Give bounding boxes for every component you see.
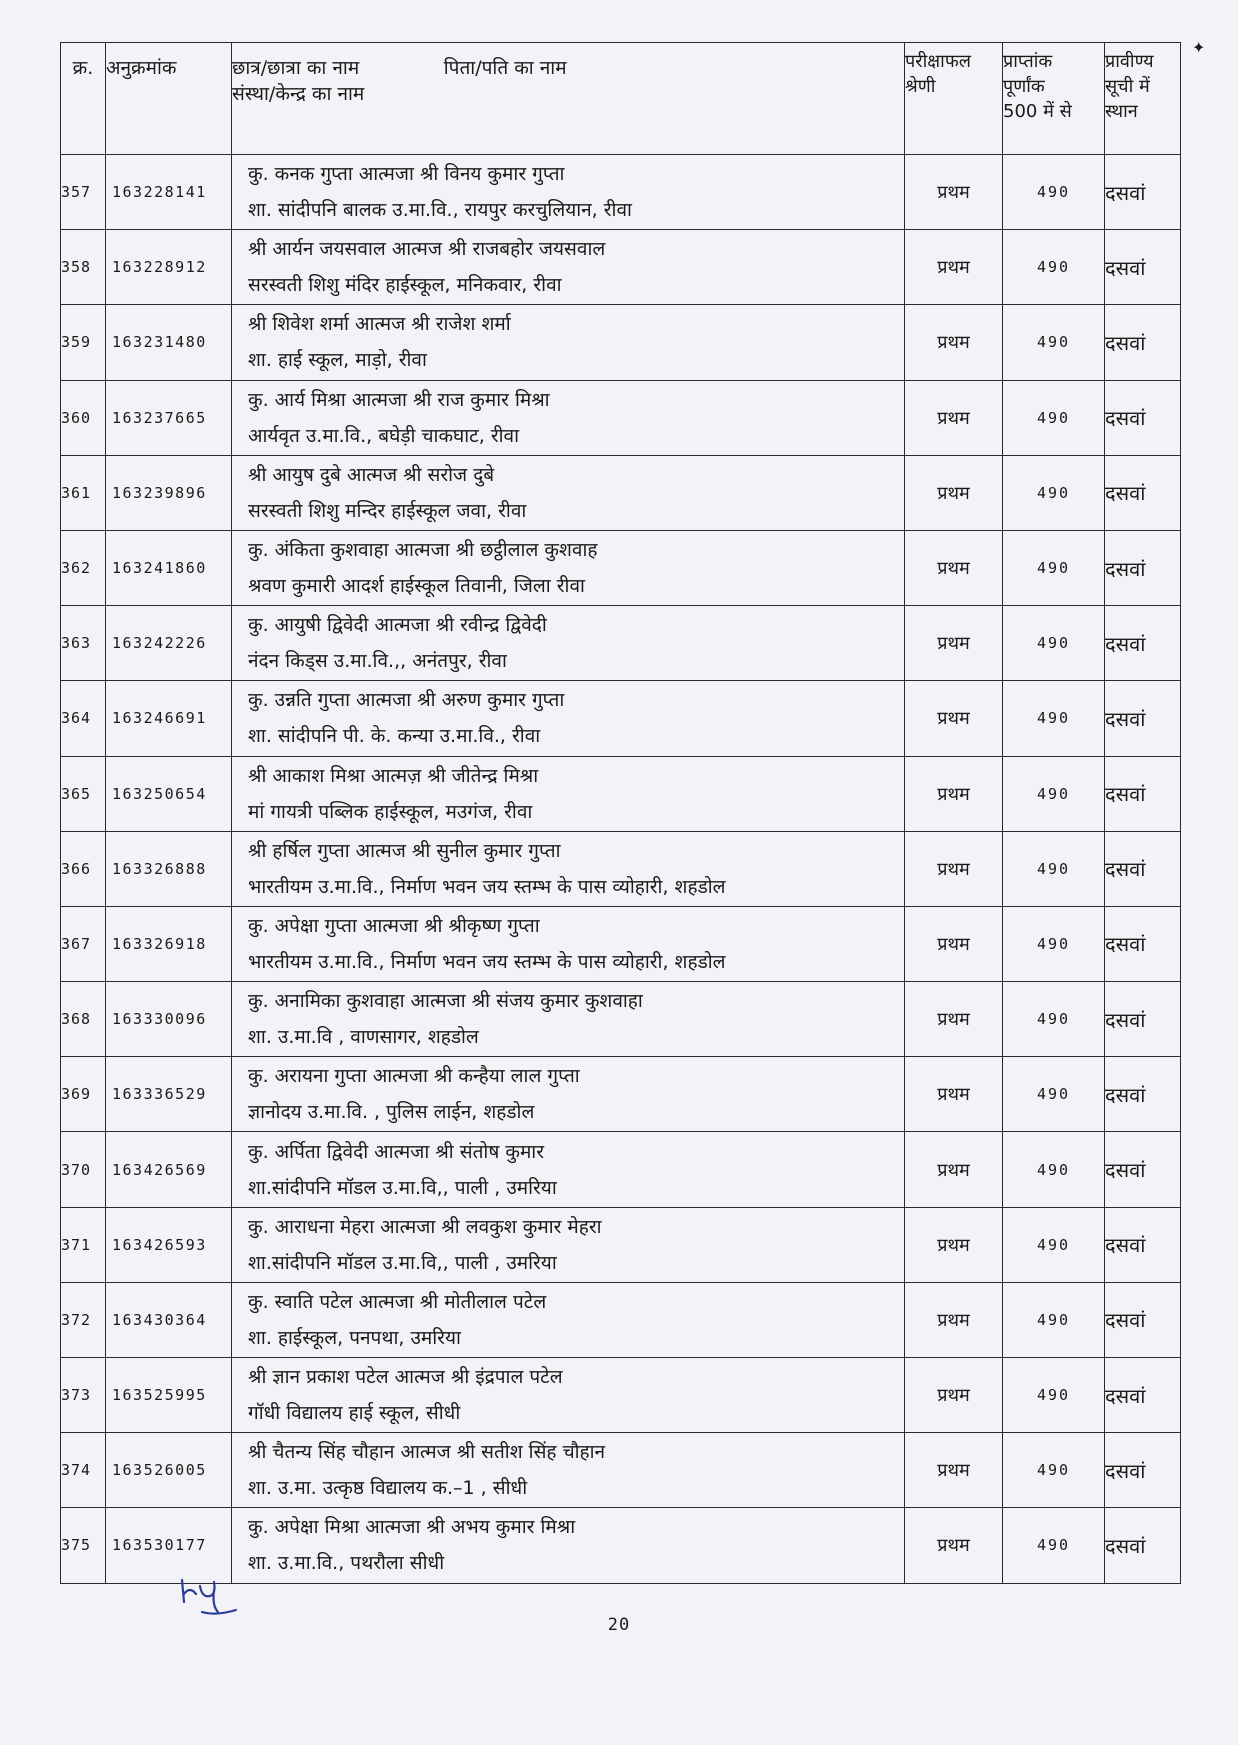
school-name: भारतीयम उ.मा.वि., निर्माण भवन जय स्तम्भ के पास व्योहारी, शहडोल	[248, 950, 726, 973]
row-rank: दसवां	[1105, 1132, 1181, 1207]
school-name: मां गायत्री पब्लिक हाईस्कूल, मउगंज, रीवा	[248, 800, 533, 823]
row-division: प्रथम	[905, 1207, 1003, 1282]
table-row	[61, 681, 1181, 756]
school-name: गॉधी विद्यालय हाई स्कूल, सीधी	[248, 1402, 461, 1425]
school-name: नंदन किड्स उ.मा.वि.,, अनंतपुर, रीवा	[248, 650, 507, 673]
row-roll-number: 163426593	[106, 1207, 232, 1282]
row-sno: 360	[61, 380, 106, 455]
table-row	[61, 230, 1181, 305]
row-sno: 363	[61, 606, 106, 681]
table-header	[61, 43, 1181, 155]
table-row	[61, 756, 1181, 831]
row-rank: दसवां	[1105, 380, 1181, 455]
school-name: भारतीयम उ.मा.वि., निर्माण भवन जय स्तम्भ के पास व्योहारी, शहडोल	[248, 875, 726, 898]
row-division: प्रथम	[905, 982, 1003, 1057]
row-name	[232, 1132, 905, 1207]
row-marks: 490	[1003, 982, 1105, 1057]
student-name: श्री हर्षिल गुप्ता आत्मज श्री सुनील कुमार गुप्ता	[248, 839, 561, 862]
row-division: प्रथम	[905, 455, 1003, 530]
table-row	[61, 906, 1181, 981]
row-rank: दसवां	[1105, 1057, 1181, 1132]
row-name	[232, 1508, 905, 1583]
row-division: प्रथम	[905, 1282, 1003, 1357]
school-name: शा. उ.मा. उत्कृष्ठ विद्यालय क.–1 , सीधी	[248, 1477, 528, 1500]
row-roll-number: 163242226	[106, 606, 232, 681]
row-rank: दसवां	[1105, 1433, 1181, 1508]
row-marks: 490	[1003, 1282, 1105, 1357]
row-division: प्रथम	[905, 530, 1003, 605]
table-row	[61, 155, 1181, 230]
row-name	[232, 380, 905, 455]
row-sno: 375	[61, 1508, 106, 1583]
student-name: श्री शिवेश शर्मा आत्मज श्री राजेश शर्मा	[248, 313, 511, 336]
table-row	[61, 1433, 1181, 1508]
row-marks: 490	[1003, 756, 1105, 831]
row-rank: दसवां	[1105, 155, 1181, 230]
row-rank: दसवां	[1105, 1508, 1181, 1583]
row-sno: 367	[61, 906, 106, 981]
school-name: श्रवण कुमारी आदर्श हाईस्कूल तिवानी, जिला रीवा	[248, 575, 585, 598]
row-roll-number: 163330096	[106, 982, 232, 1057]
student-name: कु. अपेक्षा गुप्ता आत्मजा श्री श्रीकृष्ण गुप्ता	[248, 914, 540, 937]
student-name: कु. आर्य मिश्रा आत्मजा श्री राज कुमार मिश्रा	[248, 388, 550, 411]
row-rank: दसवां	[1105, 831, 1181, 906]
school-name: शा. हाईस्कूल, पनपथा, उमरिया	[248, 1326, 461, 1349]
student-name: कु. आयुषी द्विवेदी आत्मजा श्री रवीन्द्र द्विवेदी	[248, 614, 547, 637]
row-marks: 490	[1003, 230, 1105, 305]
student-name: श्री ज्ञान प्रकाश पटेल आत्मज श्री इंद्रपाल पटेल	[248, 1366, 563, 1389]
school-name: शा. सांदीपनि बालक उ.मा.वि., रायपुर करचुलियान, रीवा	[248, 199, 632, 222]
school-name: शा. उ.मा.वि., पथरौला सीधी	[248, 1552, 445, 1575]
header-marks: प्राप्तांक पूर्णांक 500 में से	[1003, 43, 1105, 155]
student-name: कु. कनक गुप्ता आत्मजा श्री विनय कुमार गुप्ता	[248, 163, 565, 186]
row-name	[232, 305, 905, 380]
school-name: शा. हाई स्कूल, माड़ो, रीवा	[248, 349, 427, 372]
school-name: सरस्वती शिशु मन्दिर हाईस्कूल जवा, रीवा	[248, 499, 527, 522]
row-roll-number: 163336529	[106, 1057, 232, 1132]
table-row	[61, 982, 1181, 1057]
row-division: प्रथम	[905, 831, 1003, 906]
school-name: ज्ञानोदय उ.मा.वि. , पुलिस लाईन, शहडोल	[248, 1101, 535, 1124]
header-student-name: छात्र/छात्रा का नाम	[232, 57, 360, 79]
row-roll-number: 163326918	[106, 906, 232, 981]
row-name	[232, 530, 905, 605]
student-name: कु. अनामिका कुशवाहा आत्मजा श्री संजय कुमार कुशवाहा	[248, 990, 643, 1013]
table-row	[61, 1132, 1181, 1207]
row-rank: दसवां	[1105, 1207, 1181, 1282]
row-roll-number: 163526005	[106, 1433, 232, 1508]
row-sno: 361	[61, 455, 106, 530]
row-roll-number: 163525995	[106, 1358, 232, 1433]
row-name	[232, 1358, 905, 1433]
row-rank: दसवां	[1105, 1282, 1181, 1357]
row-rank: दसवां	[1105, 982, 1181, 1057]
school-name: शा. सांदीपनि पी. के. कन्या उ.मा.वि., रीवा	[248, 725, 541, 748]
row-rank: दसवां	[1105, 305, 1181, 380]
row-marks: 490	[1003, 305, 1105, 380]
row-roll-number: 163250654	[106, 756, 232, 831]
school-name: आर्यवृत उ.मा.वि., बघेड़ी चाकघाट, रीवा	[248, 424, 520, 447]
row-division: प्रथम	[905, 1358, 1003, 1433]
row-marks: 490	[1003, 906, 1105, 981]
merit-list-table	[60, 42, 1181, 1584]
student-name: कु. अंकिता कुशवाहा आत्मजा श्री छट्ठीलाल कुशवाह	[248, 539, 598, 562]
row-marks: 490	[1003, 831, 1105, 906]
row-division: प्रथम	[905, 1057, 1003, 1132]
row-rank: दसवां	[1105, 1358, 1181, 1433]
row-marks: 490	[1003, 1358, 1105, 1433]
table-body	[61, 155, 1181, 1584]
student-name: कु. स्वाति पटेल आत्मजा श्री मोतीलाल पटेल	[248, 1290, 547, 1313]
row-division: प्रथम	[905, 681, 1003, 756]
row-marks: 490	[1003, 1433, 1105, 1508]
row-marks: 490	[1003, 1207, 1105, 1282]
header-father-name: पिता/पति का नाम	[443, 57, 567, 79]
row-marks: 490	[1003, 1057, 1105, 1132]
school-name: शा.सांदीपनि मॉडल उ.मा.वि,, पाली , उमरिया	[248, 1251, 557, 1274]
header-name	[232, 43, 905, 155]
header-institution: संस्था/केन्द्र का नाम	[232, 83, 365, 105]
header-sno: क्र.	[61, 43, 106, 155]
student-name: कु. अर्पिता द्विवेदी आत्मजा श्री संतोष कुमार	[248, 1140, 545, 1163]
row-sno: 369	[61, 1057, 106, 1132]
row-marks: 490	[1003, 1132, 1105, 1207]
school-name: शा.सांदीपनि मॉडल उ.मा.वि,, पाली , उमरिया	[248, 1176, 557, 1199]
row-rank: दसवां	[1105, 530, 1181, 605]
table-row	[61, 831, 1181, 906]
row-name	[232, 1057, 905, 1132]
row-name	[232, 155, 905, 230]
row-roll-number: 163231480	[106, 305, 232, 380]
school-name: सरस्वती शिशु मंदिर हाईस्कूल, मनिकवार, रीवा	[248, 274, 562, 297]
row-sno: 371	[61, 1207, 106, 1282]
row-name	[232, 756, 905, 831]
row-roll-number: 163241860	[106, 530, 232, 605]
row-division: प्रथम	[905, 906, 1003, 981]
row-marks: 490	[1003, 155, 1105, 230]
row-marks: 490	[1003, 380, 1105, 455]
row-roll-number: 163228141	[106, 155, 232, 230]
student-name: कु. अरायना गुप्ता आत्मजा श्री कन्हैया लाल गुप्ता	[248, 1065, 580, 1088]
row-division: प्रथम	[905, 1433, 1003, 1508]
student-name: श्री आकाश मिश्रा आत्मज़ श्री जीतेन्द्र मिश्रा	[248, 764, 539, 787]
header-roll: अनुक्रमांक	[106, 43, 232, 155]
row-rank: दसवां	[1105, 455, 1181, 530]
row-rank: दसवां	[1105, 230, 1181, 305]
row-roll-number: 163228912	[106, 230, 232, 305]
school-name: शा. उ.मा.वि , वाणसागर, शहडोल	[248, 1026, 479, 1049]
student-name: कु. अपेक्षा मिश्रा आत्मजा श्री अभय कुमार मिश्रा	[248, 1516, 576, 1539]
row-roll-number: 163326888	[106, 831, 232, 906]
row-name	[232, 1207, 905, 1282]
table-row	[61, 1057, 1181, 1132]
table-row	[61, 1207, 1181, 1282]
row-sno: 358	[61, 230, 106, 305]
student-name: कु. उन्नति गुप्ता आत्मजा श्री अरुण कुमार गुप्ता	[248, 689, 565, 712]
row-sno: 362	[61, 530, 106, 605]
row-sno: 370	[61, 1132, 106, 1207]
page-number: 20	[607, 1615, 631, 1635]
row-name	[232, 455, 905, 530]
row-roll-number: 163426569	[106, 1132, 232, 1207]
table-row	[61, 455, 1181, 530]
table-row	[61, 1358, 1181, 1433]
student-name: कु. आराधना मेहरा आत्मजा श्री लवकुश कुमार मेहरा	[248, 1215, 602, 1238]
row-division: प्रथम	[905, 380, 1003, 455]
row-division: प्रथम	[905, 230, 1003, 305]
row-division: प्रथम	[905, 606, 1003, 681]
student-name: श्री आर्यन जयसवाल आत्मज श्री राजबहोर जयसवाल	[248, 238, 606, 261]
row-sno: 364	[61, 681, 106, 756]
row-name	[232, 831, 905, 906]
row-roll-number: 163239896	[106, 455, 232, 530]
row-sno: 365	[61, 756, 106, 831]
table-row	[61, 606, 1181, 681]
table-row	[61, 380, 1181, 455]
row-name	[232, 1282, 905, 1357]
row-sno: 372	[61, 1282, 106, 1357]
row-roll-number: 163530177	[106, 1508, 232, 1583]
row-name	[232, 1433, 905, 1508]
row-sno: 368	[61, 982, 106, 1057]
row-name	[232, 230, 905, 305]
header-division: परीक्षाफल श्रेणी	[905, 43, 1003, 155]
table-row	[61, 305, 1181, 380]
row-sno: 373	[61, 1358, 106, 1433]
row-division: प्रथम	[905, 1508, 1003, 1583]
row-name	[232, 906, 905, 981]
table-row	[61, 1282, 1181, 1357]
row-roll-number: 163430364	[106, 1282, 232, 1357]
row-rank: दसवां	[1105, 606, 1181, 681]
row-marks: 490	[1003, 530, 1105, 605]
row-marks: 490	[1003, 455, 1105, 530]
row-division: प्रथम	[905, 155, 1003, 230]
row-sno: 374	[61, 1433, 106, 1508]
row-division: प्रथम	[905, 305, 1003, 380]
row-name	[232, 982, 905, 1057]
row-name	[232, 681, 905, 756]
row-sno: 357	[61, 155, 106, 230]
row-rank: दसवां	[1105, 681, 1181, 756]
row-rank: दसवां	[1105, 906, 1181, 981]
row-division: प्रथम	[905, 756, 1003, 831]
row-marks: 490	[1003, 681, 1105, 756]
row-marks: 490	[1003, 606, 1105, 681]
row-division: प्रथम	[905, 1132, 1003, 1207]
row-sno: 366	[61, 831, 106, 906]
student-name: श्री चैतन्य सिंह चौहान आत्मज श्री सतीश सिंह चौहान	[248, 1441, 606, 1464]
row-sno: 359	[61, 305, 106, 380]
student-name: श्री आयुष दुबे आत्मज श्री सरोज दुबे	[248, 463, 495, 486]
header-rank: प्रावीण्य सूची में स्थान	[1105, 43, 1181, 155]
table-row	[61, 530, 1181, 605]
row-roll-number: 163237665	[106, 380, 232, 455]
stray-mark-icon: ✦	[1192, 38, 1206, 57]
row-roll-number: 163246691	[106, 681, 232, 756]
row-name	[232, 606, 905, 681]
row-rank: दसवां	[1105, 756, 1181, 831]
row-marks: 490	[1003, 1508, 1105, 1583]
